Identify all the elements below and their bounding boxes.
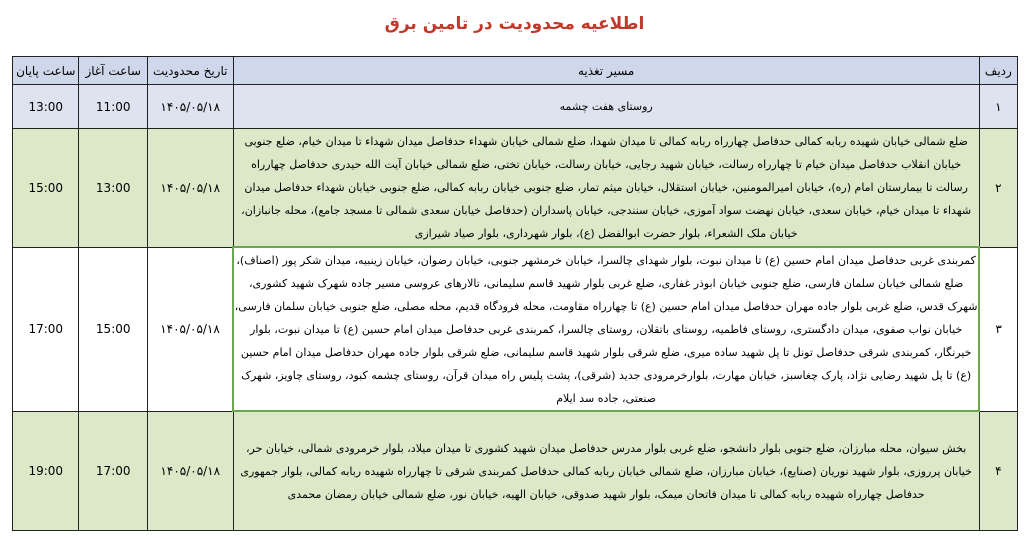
date-cell: ۱۴۰۵/۰۵/۱۸ <box>147 247 233 411</box>
header-date: تاریخ محدودیت <box>147 57 233 85</box>
route-cell: روستای هفت چشمه <box>233 85 979 129</box>
route-cell: بخش سیوان، محله مبارزان، ضلع جنوبی بلوار دانشجو، ضلع غربی بلوار مدرس حدفاصل میدان شهید کشوری تا میدان میلاد، بلوار خرمرودی شمالی، خیابان حر، خیابان پرروزی، بلوار شهید نوریان (صنایع)، خیابان مبارزان، ضلع شمالی خیابان ربابه کمالی حدفاصل کمربندی شرقی تا چهارراه شهیده ربابه کمالی، بلوار جمهوری حدفاصل چهارراه شهیده ربابه کمالی تا میدان فاتحان میمک، بلوار شهید صدوقی، خیابان الهیه، خیابان نور، ضلع شمالی خیابان رمضان محمدی <box>233 411 979 531</box>
page-title: اطلاعیه محدودیت در تامین برق <box>384 14 645 34</box>
route-cell: ضلع شمالی خیابان شهیده ربابه کمالی حدفاصل چهارراه ربابه کمالی تا میدان شهدا، ضلع شمالی خیابان شهداء حدفاصل میدان شهداء تا میدان خیام، ضلع جنوبی خیابان انقلاب حدفاصل میدان خیام تا چهارراه رسالت، خیابان شهید رجایی، خیابان رسالت، خیابان تختی، ضلع شمالی خیابان آیت الله حیدری حدفاصل چهارراه رسالت تا بیمارستان امام (ره)، خیابان امیرالمومنین، خیابان استقلال، خیابان میثم تمار، ضلع جنوبی خیابان ربابه کمالی، ضلع جنوبی خیابان شهداء حدفاصل میدان شهداء تا میدان خیام، خیابان سعدی، خیابان نهضت سواد آموزی، خیابان سنندجی، خیابان پاسداران (حدفاصل خیابان سعدی شمالی تا مسجد جامع)، محله جانبازان، خیابان ملک الشعراء، بلوار حضرت ابوالفضل (ع)، بلوار شهرداری، بلوار صیاد شیرازی <box>233 129 979 248</box>
table-row <box>13 247 1018 411</box>
outage-table <box>12 56 1018 531</box>
header-end-time: ساعت پایان <box>13 57 79 85</box>
table-header-row <box>13 57 1018 85</box>
header-row-number: ردیف <box>979 57 1017 85</box>
end-time-cell: 15:00 <box>13 129 79 248</box>
end-time-cell: 13:00 <box>13 85 79 129</box>
row-number: ۱ <box>979 85 1017 129</box>
table-row <box>13 129 1018 248</box>
header-start-time: ساعت آغاز <box>79 57 147 85</box>
table-row <box>13 85 1018 129</box>
start-time-cell: 13:00 <box>79 129 147 248</box>
table-row <box>13 411 1018 531</box>
start-time-cell: 11:00 <box>79 85 147 129</box>
row-number: ۲ <box>979 129 1017 248</box>
date-cell: ۱۴۰۵/۰۵/۱۸ <box>147 129 233 248</box>
start-time-cell: 17:00 <box>79 411 147 531</box>
route-cell: کمربندی غربی حدفاصل میدان امام حسین (ع) تا میدان نبوت، بلوار شهدای چالسرا، خیابان خرمشهر جنوبی، خیابان رضوان، خیابان زینبیه، میدان شکر پور (اصناف)، ضلع شمالی خیابان سلمان فارسی، ضلع جنوبی خیابان ابوذر غفاری، ضلع غربی بلوار شهید قاسم سلیمانی، تالارهای عروسی مسیر جاده شهرک شهید کشوری، شهرک قدس، ضلع غربی بلوار جاده مهران حدفاصل میدان امام حسین (ع) تا چهارراه مقاومت، محله فرودگاه قدیم، محله مصلی، ضلع جنوبی خیابان سلمان فارسی، خیابان نواب صفوی، میدان دادگستری، روستای فاطمیه، روستای باتقلان، روستای چالسرا، کمربندی غربی حدفاصل میدان امام حسین (ع) تا میدان نبوت، بلوار خیرنگار، کمربندی شرقی حدفاصل تونل تا پل شهید ساده میری، ضلع شرقی بلوار شهید قاسم سلیمانی، ضلع شرقی بلوار جاده مهران حدفاصل میدان امام حسین (ع) تا پل شهید رضایی نژاد، پارک چغاسبز، خیابان مهارت، بلوارخرمرودی جدید (شرقی)، پشت پلیس راه میدان قرآن، روستای چشمه کبود، روستای چاویز، شهرک صنعتی، جاده سد ایلام <box>233 247 979 411</box>
row-number: ۴ <box>979 411 1017 531</box>
date-cell: ۱۴۰۵/۰۵/۱۸ <box>147 85 233 129</box>
row-number: ۳ <box>979 247 1017 411</box>
start-time-cell: 15:00 <box>79 247 147 411</box>
header-route: مسیر تغذیه <box>233 57 979 85</box>
end-time-cell: 19:00 <box>13 411 79 531</box>
end-time-cell: 17:00 <box>13 247 79 411</box>
date-cell: ۱۴۰۵/۰۵/۱۸ <box>147 411 233 531</box>
